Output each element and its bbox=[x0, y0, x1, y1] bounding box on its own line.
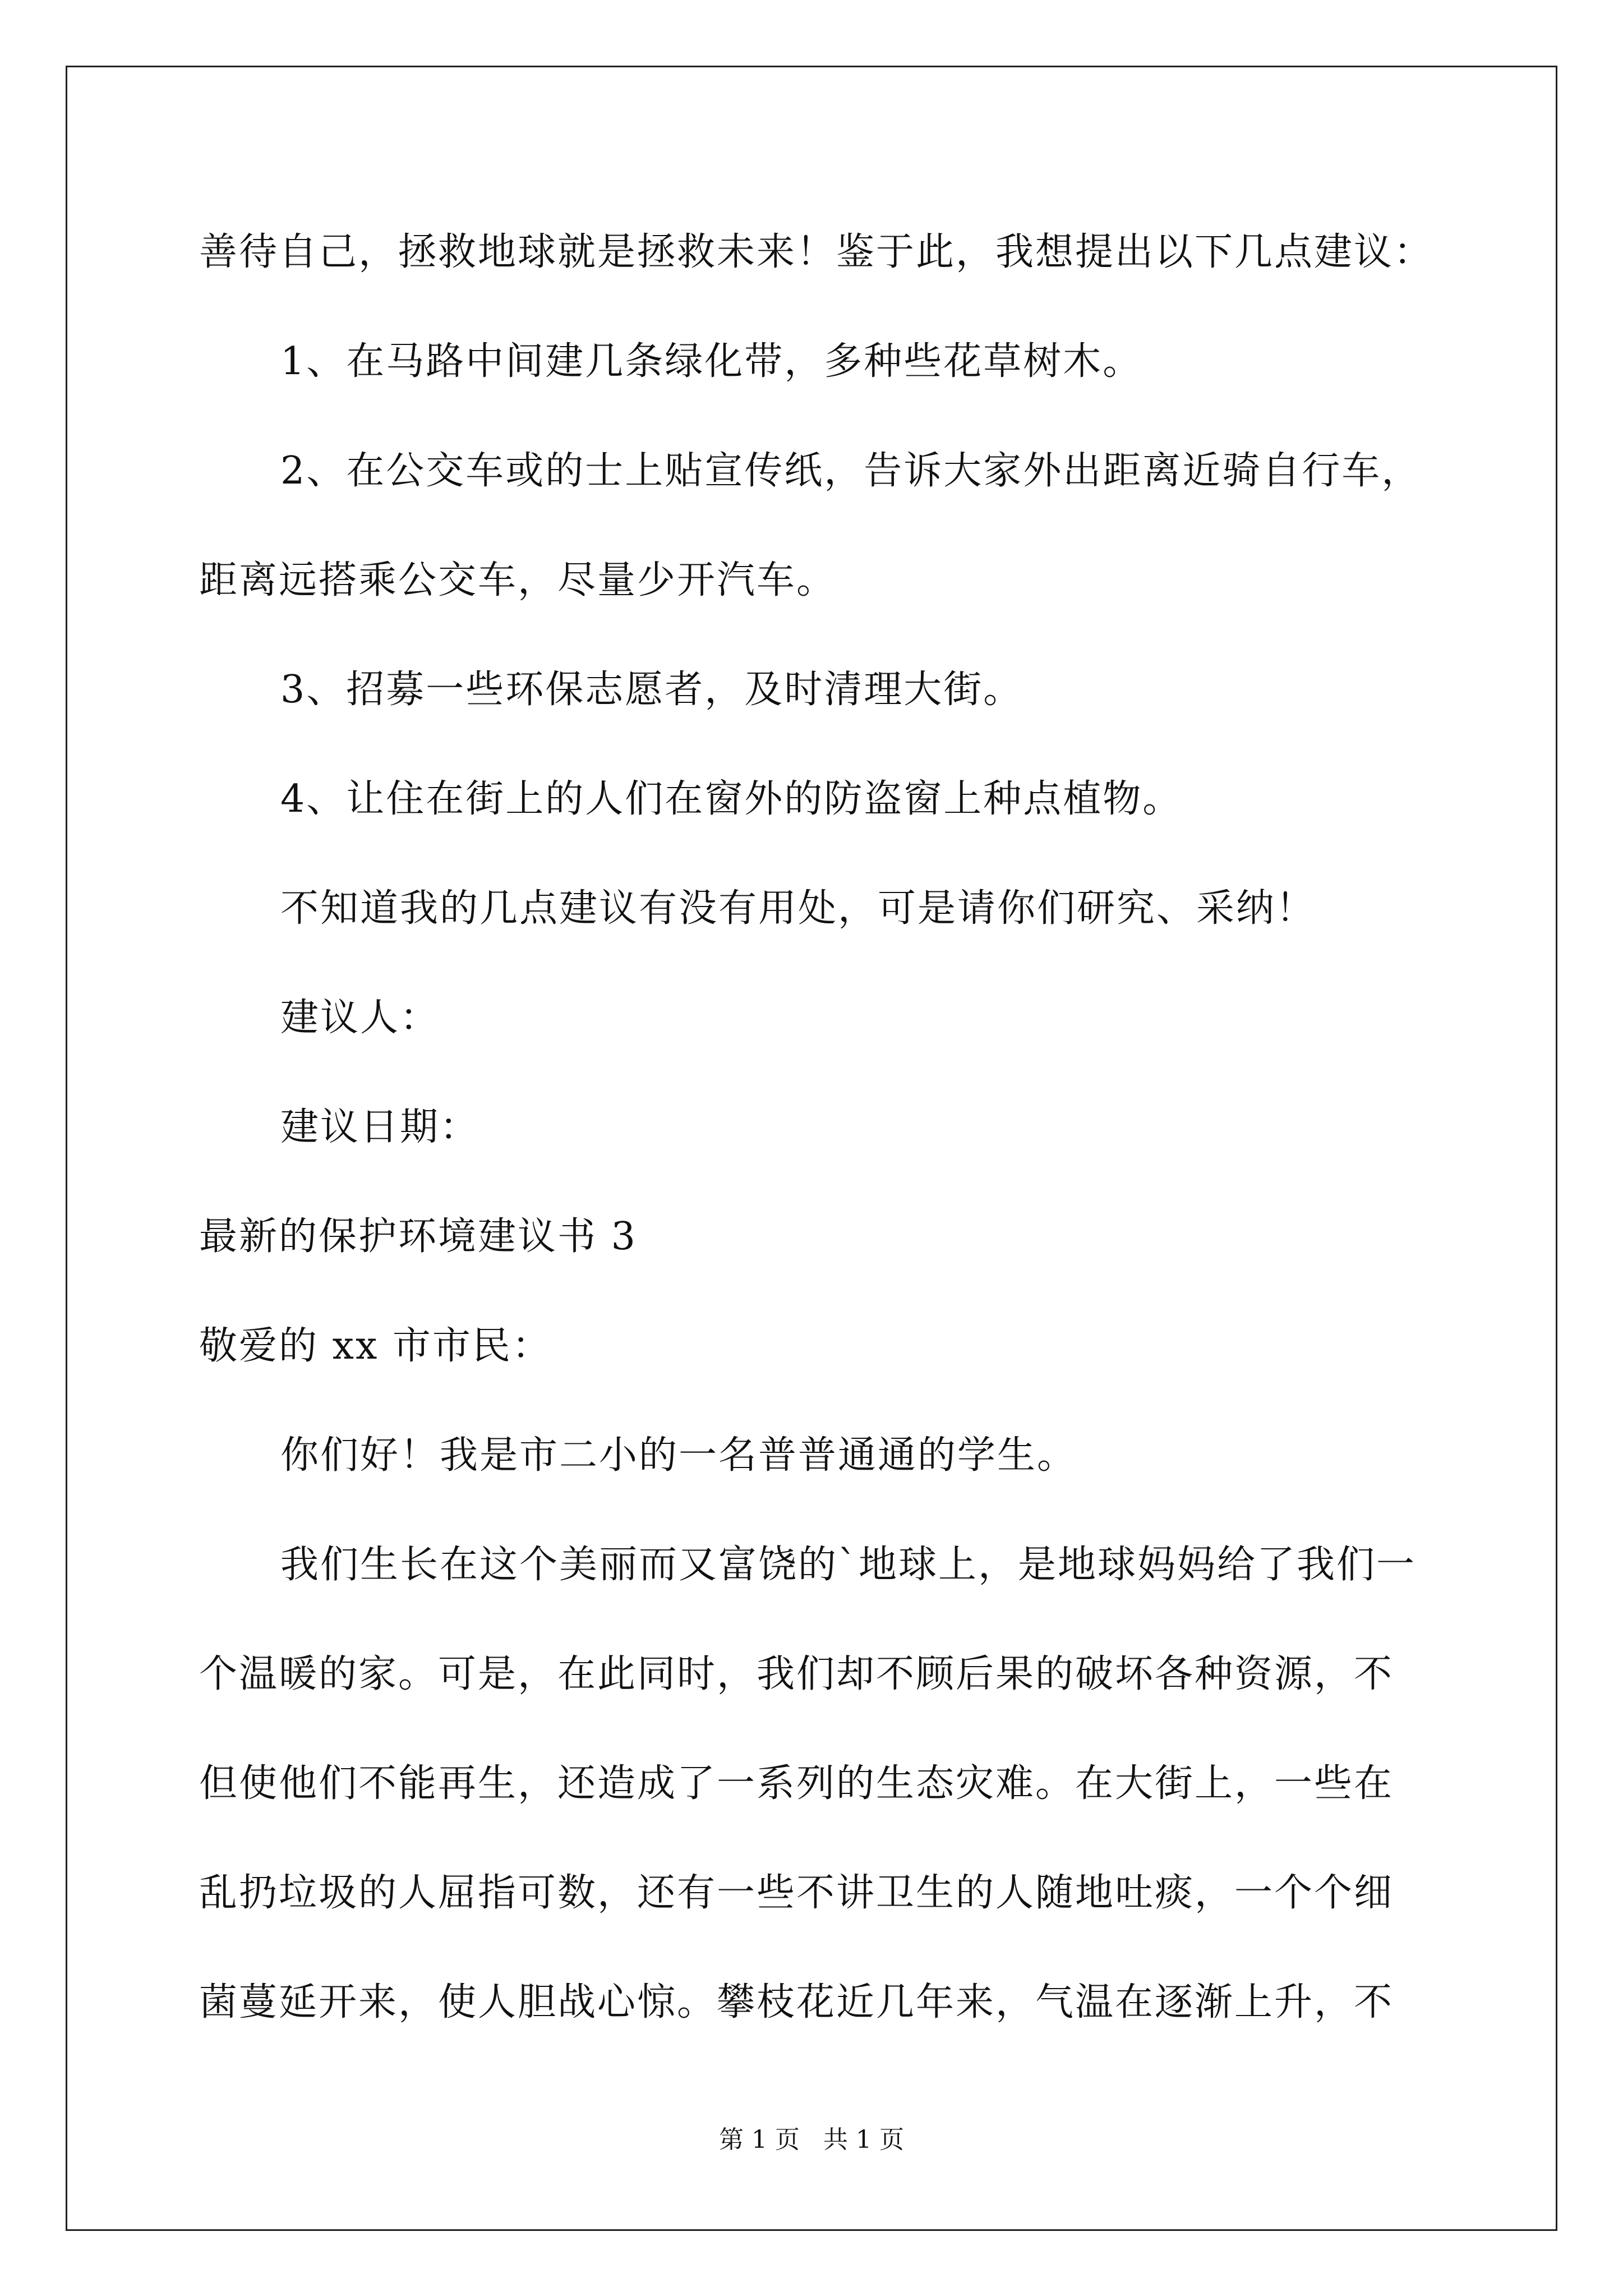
salutation: 敬爱的 xx 市市民： bbox=[199, 1324, 552, 1368]
greeting: 你们好！我是市二小的一名普普通通的学生。 bbox=[280, 1433, 1077, 1478]
suggestion-2-continued: 距离远搭乘公交车，尽量少开汽车。 bbox=[199, 558, 837, 602]
proposer-label: 建议人： bbox=[280, 996, 440, 1040]
paragraph-line-2: 个温暖的家。可是，在此同时，我们却不顾后果的破坏各种资源，不 bbox=[199, 1652, 1394, 1696]
document-body bbox=[199, 230, 1434, 2090]
suggestion-1: 1、在马路中间建几条绿化带，多种些花草树木。 bbox=[280, 339, 1143, 384]
suggestion-2: 2、在公交车或的士上贴宣传纸，告诉大家外出距离近骑自行车， bbox=[280, 449, 1422, 493]
suggestion-4: 4、让住在街上的人们在窗外的防盗窗上种点植物。 bbox=[280, 777, 1183, 821]
paragraph-line-1: 我们生长在这个美丽而又富饶的`地球上，是地球妈妈给了我们一 bbox=[280, 1543, 1417, 1587]
body-line-1: 善待自己，拯救地球就是拯救未来！鉴于此，我想提出以下几点建议： bbox=[199, 230, 1434, 274]
suggestion-3: 3、招募一些环保志愿者，及时清理大街。 bbox=[280, 668, 1023, 712]
section-title: 最新的保护环境建议书 3 bbox=[199, 1214, 637, 1259]
paragraph-line-5: 菌蔓延开来，使人胆战心惊。攀枝花近几年来，气温在逐渐上升，不 bbox=[199, 1980, 1394, 2024]
page-footer: 第 1 页 共 1 页 bbox=[719, 2125, 904, 2154]
closing-remark: 不知道我的几点建议有没有用处，可是请你们研究、采纳！ bbox=[280, 886, 1316, 931]
date-label: 建议日期： bbox=[280, 1105, 480, 1149]
paragraph-line-4: 乱扔垃圾的人屈指可数，还有一些不讲卫生的人随地吐痰，一个个细 bbox=[199, 1871, 1394, 1915]
paragraph-line-3: 但使他们不能再生，还造成了一系列的生态灾难。在大街上，一些在 bbox=[199, 1761, 1394, 1806]
